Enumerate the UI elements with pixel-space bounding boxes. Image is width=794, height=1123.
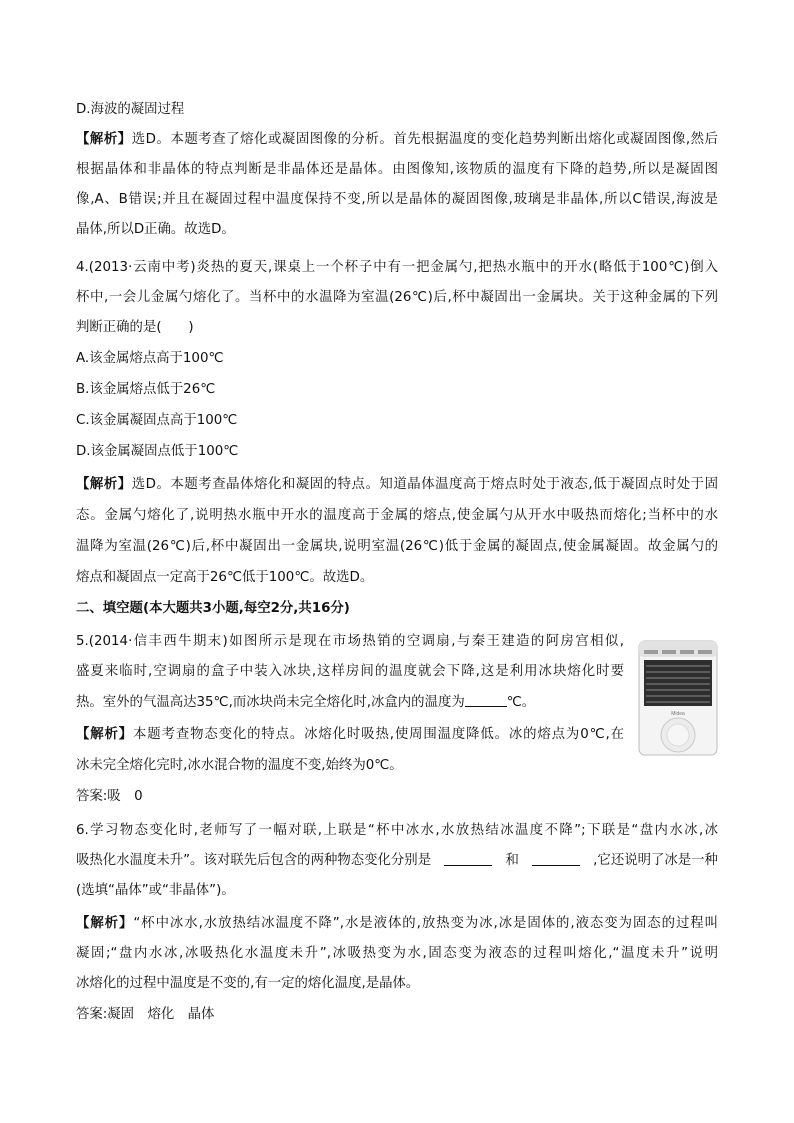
- q6-analysis-line-1: 【解析】“杯中冰水,水放热结冰温度不降”,水是液体的,放热变为冰,冰是固体的,液态变为固态的过程叫: [76, 916, 719, 931]
- q4-option-a: A.该金属熔点高于100℃: [76, 351, 224, 366]
- q3-analysis-line-3: 像,A、B错误;并且在凝固过程中温度保持不变,所以是晶体的凝固图像,玻璃是非晶体,所以C错误,海波是: [76, 192, 718, 207]
- q4-analysis-line-2: 态。金属勺熔化了,说明热水瓶中开水的温度高于金属的熔点,使金属勺从开水中吸热而熔化;当杯中的水: [76, 508, 718, 523]
- q6-blank-1[interactable]: [444, 852, 492, 866]
- q4-option-d: D.该金属凝固点低于100℃: [76, 444, 239, 459]
- q5-analysis-line-2: 冰未完全熔化完时,冰水混合物的温度不变,始终为0℃。: [76, 758, 403, 773]
- q3-analysis-line-1: 【解析】选D。本题考查了熔化或凝固图像的分析。首先根据温度的变化趋势判断出熔化或凝固图像,然后: [76, 132, 718, 147]
- analysis-tag: 【解析】: [76, 727, 134, 742]
- control-button-icon: [680, 650, 694, 654]
- q4-stem-line-3: 判断正确的是( ): [76, 320, 194, 335]
- brand-logo: Midea: [671, 711, 685, 717]
- control-button-icon: [644, 650, 658, 654]
- q3-analysis-line-4: 晶体,所以D正确。故选D。: [76, 222, 235, 237]
- q5-stem-line-2: 盛夏来临时,空调扇的盒子中装入冰块,这样房间的温度就会下降,这是利用冰块熔化时要: [76, 664, 624, 679]
- q5-analysis-line-1: 【解析】本题考查物态变化的特点。冰熔化时吸热,使周围温度降低。冰的熔点为0℃,在: [76, 727, 625, 742]
- air-outlet-grille: [644, 660, 712, 706]
- grille-slats-icon: [646, 666, 710, 702]
- q6-stem-line-3: (选填“晶体”或“非晶体”)。: [76, 883, 235, 898]
- q4-option-c: C.该金属凝固点高于100℃: [76, 413, 238, 428]
- q3-analysis-line-2: 根据晶体和非晶体的特点判断是非晶体还是晶体。由图像知,该物质的温度有下降的趋势,所以是凝固图: [76, 162, 718, 177]
- q6-stem-line-1: 6.学习物态变化时,老师写了一幅对联,上联是“杯中冰水,水放热结冰温度不降”;下联是“盘内水冰,冰: [76, 823, 718, 838]
- q5-stem-line-3: 热。室外的气温高达35℃,而冰块尚未完全熔化时,冰盒内的温度为 ℃。: [76, 695, 536, 710]
- q6-answer: 答案:凝固 熔化 晶体: [76, 1007, 215, 1022]
- q4-analysis-line-1: 【解析】选D。本题考查晶体熔化和凝固的特点。知道晶体温度高于熔点时处于液态,低于凝固点时处于固: [76, 477, 718, 492]
- q4-option-b: B.该金属熔点低于26℃: [76, 382, 216, 397]
- q6-analysis-line-3: 冰熔化的过程中温度是不变的,有一定的熔化温度,是晶体。: [76, 976, 420, 991]
- analysis-tag: 【解析】: [76, 132, 132, 147]
- q5-answer: 答案:吸 0: [76, 789, 143, 804]
- q6-blank-2[interactable]: [532, 852, 580, 866]
- control-button-icon: [662, 650, 676, 654]
- q5-stem-line-1: 5.(2014·信丰西牛期末)如图所示是现在市场热销的空调扇,与秦王建造的阿房宫相似,: [76, 634, 624, 649]
- q4-analysis-line-3: 温降为室温(26℃)后,杯中凝固出一金属块,说明室温(26℃)低于金属的凝固点,使金属凝固。故金属勺的: [76, 539, 718, 554]
- q4-stem-line-1: 4.(2013·云南中考)炎热的夏天,课桌上一个杯子中有一把金属勺,把热水瓶中的开水(略低于100℃)倒入: [76, 260, 718, 275]
- air-cooler-top-panel: [639, 641, 717, 657]
- control-button-icon: [698, 650, 712, 654]
- section-heading: 二、填空题(本大题共3小题,每空2分,共16分): [76, 601, 350, 616]
- q4-analysis-line-4: 熔点和凝固点一定高于26℃低于100℃。故选D。: [76, 570, 374, 585]
- q6-analysis-line-2: 凝固;“盘内水冰,冰吸热化水温度未升”,冰吸热变为水,固态变为液态的过程叫熔化,“温度未升”说明: [76, 946, 718, 961]
- q4-stem-line-2: 杯中,一会儿金属勺熔化了。当杯中的水温降为室温(26℃)后,杯中凝固出一金属块。关于这种金属的下列: [76, 290, 718, 305]
- q3-option-d: D.海波的凝固过程: [76, 102, 185, 117]
- q5-blank[interactable]: [465, 693, 507, 707]
- air-cooler-figure: [636, 640, 720, 758]
- q6-stem-line-2: 吸热化水温度未升”。该对联先后包含的两种物态变化分别是 和 ,它还说明了冰是一种: [76, 853, 718, 868]
- analysis-tag: 【解析】: [76, 916, 134, 931]
- analysis-tag: 【解析】: [76, 477, 132, 492]
